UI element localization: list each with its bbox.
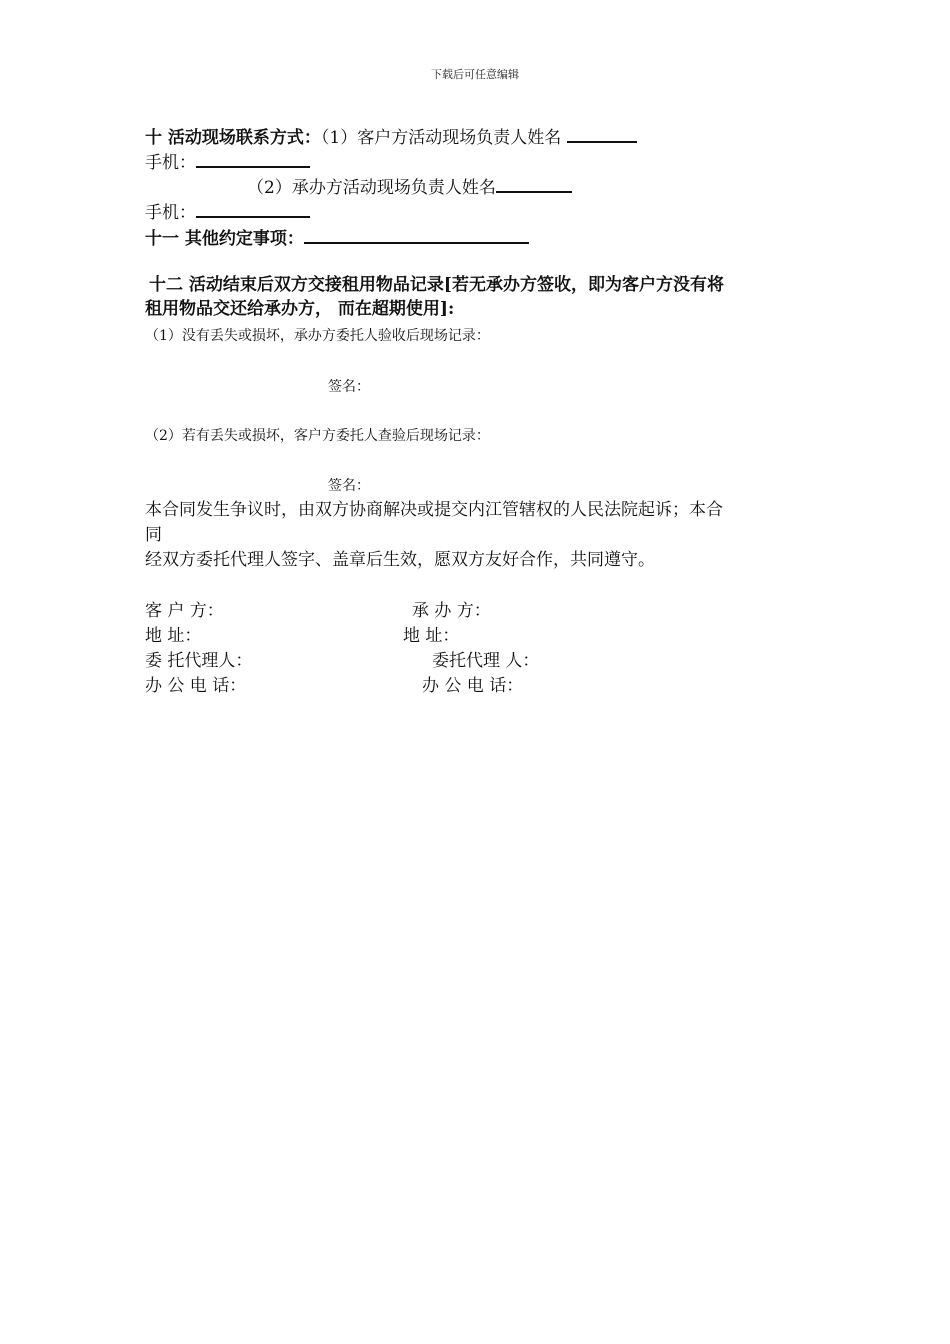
clause-line-3: 经双方委托代理人签字、盖章后生效，愿双方友好合作，共同遵守。 [145, 550, 655, 570]
organizer-address-label: 地 址： [403, 626, 460, 646]
organizer-phone-blank [196, 201, 310, 218]
client-office-phone-label: 办 公 电 话： [145, 676, 247, 696]
page-header: 下载后可任意编辑 [431, 68, 519, 81]
section-12-title-1: 十二 活动结束后双方交接租用物品记录[若无承办方签收，即为客户方没有将 [149, 275, 724, 295]
section-12-title-2: 租用物品交还给承办方， 而在超期使用]: [145, 299, 455, 319]
client-phone-blank [196, 151, 310, 168]
organizer-contact-label: （2）承办方活动现场负责人姓名 [247, 178, 496, 198]
section-11-line [145, 227, 529, 250]
organizer-party-label: 承 办 方： [412, 601, 491, 621]
client-phone-label: 手机： [145, 153, 196, 173]
return-record-item-2: （2）若有丢失或损坏，客户方委托人查验后现场记录： [145, 428, 490, 444]
clause-line-1: 本合同发生争议时，由双方协商解决或提交内江管辖权的人民法院起诉；本合 [145, 500, 723, 520]
other-terms-blank [304, 227, 529, 244]
client-address-label: 地 址： [145, 626, 202, 646]
organizer-phone-label: 手机： [145, 203, 196, 223]
return-record-item-1: （1）没有丢失或损坏，承办方委托人验收后现场记录： [145, 328, 490, 344]
section-11-title: 十一 其他约定事项： [145, 229, 304, 249]
organizer-phone-line [145, 201, 310, 224]
organizer-contact-line [247, 176, 572, 199]
signature-label-2: 签名： [328, 478, 370, 494]
organizer-contact-name-blank [496, 176, 572, 193]
client-agent-label: 委 托代理人： [145, 651, 253, 671]
organizer-agent-label: 委托代理 人： [432, 651, 540, 671]
organizer-office-phone-label: 办 公 电 话： [422, 676, 524, 696]
client-phone-line [145, 151, 310, 174]
client-contact-name-blank [567, 126, 637, 143]
section-10-line [145, 126, 637, 149]
client-contact-label: （1）客户方活动现场负责人姓名 [320, 128, 562, 148]
signature-label-1: 签名： [328, 379, 370, 395]
section-10-title: 十 活动现场联系方式： [145, 128, 321, 148]
clause-line-2: 同 [145, 525, 162, 545]
client-party-label: 客 户 方： [145, 601, 224, 621]
